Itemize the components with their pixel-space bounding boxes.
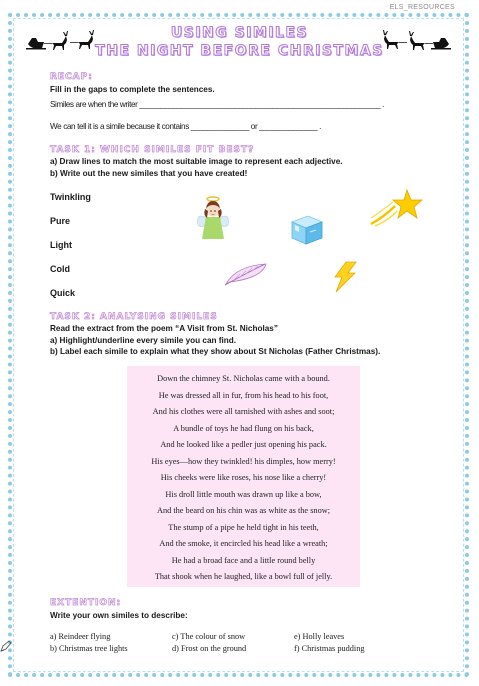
adjective-light: Light <box>50 240 72 250</box>
poem-line: Down the chimney St. Nicholas came with a bound. <box>157 374 330 383</box>
pen-cursor-icon <box>0 640 12 652</box>
extension-item-b: b) Christmas tree lights <box>50 644 128 653</box>
poem-line: He had a broad face and a little round belly <box>171 555 316 565</box>
poem-line: His droll little mouth was drawn up like a bow, <box>165 489 322 499</box>
extension-item-c: c) The colour of snow <box>172 632 246 641</box>
extension-item-e: e) Holly leaves <box>294 632 345 641</box>
brand-label: ELS_RESOURCES <box>389 4 455 11</box>
extension-item-d: d) Frost on the ground <box>172 644 247 653</box>
poem-line: And his clothes were all tarnished with ashes and soot; <box>152 407 335 416</box>
adjective-cold: Cold <box>50 264 70 274</box>
extension-heading: EXTENTION: <box>50 598 122 608</box>
poem-line: A bundle of toys he had flung on his back, <box>173 423 314 433</box>
recap-sentence-1[interactable]: Similes are when the writer __________________________________________________________ . <box>50 100 385 109</box>
poem-line: He was dressed all in fur, from his head to his foot, <box>158 390 329 400</box>
adjective-quick: Quick <box>50 288 76 298</box>
task2-instruction: Read the extract from the poem “A Visit from St. Nicholas” <box>50 324 278 333</box>
shooting-star-icon <box>369 188 427 228</box>
poem-line: His eyes—how they twinkled! his dimples, how merry! <box>151 456 336 466</box>
recap-sentence-2[interactable]: We can tell it is a simile because it contains ______________ or ______________ . <box>50 122 322 131</box>
extension-item-f: f) Christmas pudding <box>294 644 365 653</box>
adjective-pure: Pure <box>50 216 71 226</box>
page-title: USING SIMILES <box>170 25 309 41</box>
poem-line: His cheeks were like roses, his nose like a cherry! <box>160 473 327 482</box>
poem-line: And the smoke, it encircled his head like a wreath; <box>159 539 328 548</box>
task2-instruction-a: a) Highlight/underline every simile you can find. <box>50 336 237 345</box>
poem-line: The stump of a pipe he held tight in his teeth, <box>168 522 319 532</box>
angel-icon <box>196 195 230 245</box>
recap-heading: RECAP: <box>50 72 93 82</box>
lightning-bolt-icon <box>330 261 360 293</box>
poem-line: And the beard on his chin was as white as the snow; <box>156 506 331 515</box>
task2-instruction-b: b) Label each simile to explain what they show about St Nicholas (Father Christmas). <box>50 347 381 356</box>
ice-cube-icon <box>288 212 326 246</box>
adjective-twinkling: Twinkling <box>50 192 91 202</box>
task2-heading: TASK 2: ANALYSING SIMILES <box>50 312 218 322</box>
task1-instruction-a: a) Draw lines to match the most suitable image to represent each adjective. <box>50 157 343 166</box>
poem-extract-box <box>127 366 360 587</box>
poem-line: That shook when he laughed, like a bowl full of jelly. <box>154 572 333 581</box>
recap-instruction: Fill in the gaps to complete the sentences. <box>50 85 215 94</box>
page-subtitle: THE NIGHT BEFORE CHRISTMAS <box>95 43 384 59</box>
extension-instruction: Write your own similes to describe: <box>50 611 188 620</box>
feather-icon <box>224 262 268 286</box>
task1-heading: TASK 1: WHICH SIMILES FIT BEST? <box>50 145 255 155</box>
poem-line: And he looked like a pedler just opening his pack. <box>160 440 327 449</box>
task1-instruction-b: b) Write out the new similes that you have created! <box>50 169 248 178</box>
extension-item-a: a) Reindeer flying <box>50 632 111 641</box>
